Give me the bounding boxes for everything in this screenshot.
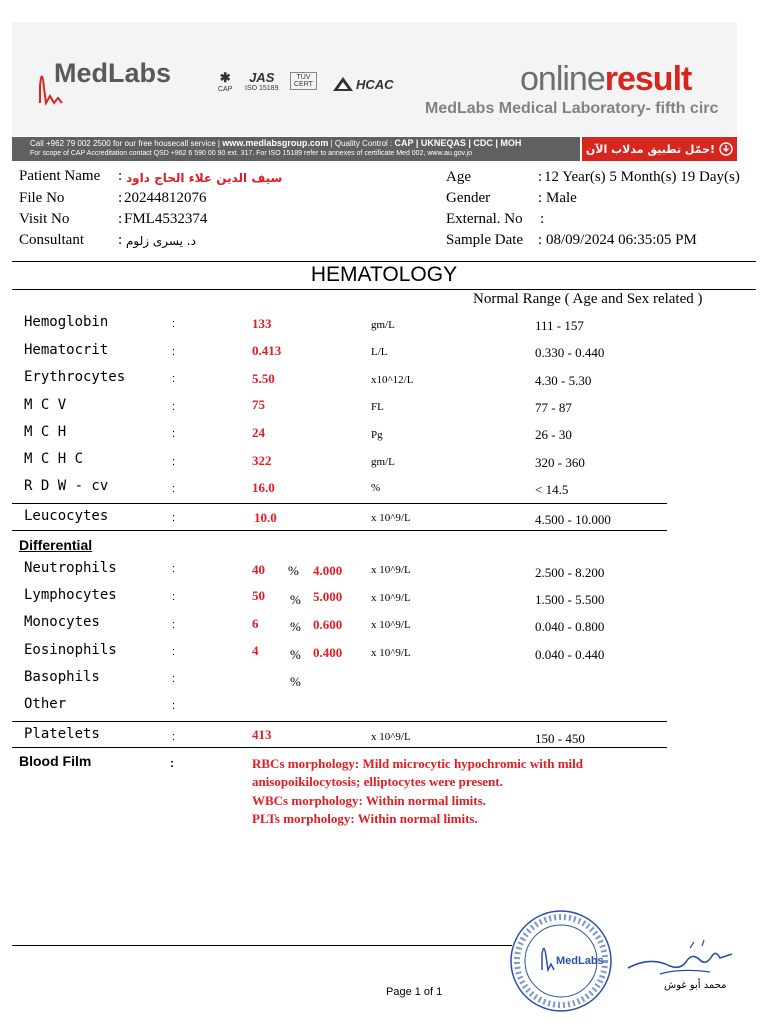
leucocytes-range: 4.500 - 10.000 (535, 512, 611, 527)
blood-film-line: WBCs morphology: Within normal limits. (252, 793, 486, 808)
patient-name-colon: : (118, 168, 123, 184)
test-value: 24 (252, 425, 265, 440)
colon: : (172, 318, 176, 330)
differential-absolute: 0.400 (313, 645, 343, 660)
gender-colon: : (538, 190, 543, 206)
visit-no-label: Visit No (19, 211, 70, 227)
section-title: HEMATOLOGY (310, 263, 458, 286)
differential-name: Other (24, 696, 67, 712)
percent-sign: % (290, 647, 301, 662)
contact-info-bar (12, 137, 580, 161)
test-name: M C H C (24, 451, 84, 467)
leucocytes-value: 10.0 (254, 510, 277, 525)
differential-absolute: 5.000 (313, 589, 343, 604)
medlabs-logo: MedLabs (54, 58, 172, 88)
patient-name-label: Patient Name (19, 168, 101, 184)
file-no-value: 20244812076 (124, 190, 207, 206)
divider (12, 503, 667, 504)
divider (12, 747, 667, 748)
external-no-label: External. No (446, 211, 523, 227)
test-range: 77 - 87 (535, 400, 572, 415)
differential-unit: x 10^9/L (371, 564, 411, 576)
footer-divider (12, 945, 512, 946)
colon: : (172, 591, 176, 603)
divider (12, 289, 756, 290)
differential-range: 0.040 - 0.440 (535, 647, 605, 662)
differential-percent: 40 (252, 562, 265, 577)
test-name: R D W - cv (24, 478, 109, 494)
test-range: < 14.5 (535, 482, 569, 497)
gender-label: Gender (446, 190, 491, 206)
gender-value: Male (546, 190, 577, 206)
percent-sign: % (290, 619, 301, 634)
blood-film-line: anisopoikilocytosis; elliptocytes were present. (252, 774, 503, 789)
differential-unit: x 10^9/L (371, 619, 411, 631)
tuv-badge: TÜV CERT (290, 72, 317, 90)
test-value: 75 (252, 397, 265, 412)
file-no-label: File No (19, 190, 65, 206)
differential-percent: 6 (252, 616, 259, 631)
colon: : (172, 373, 176, 385)
percent-sign: % (290, 592, 301, 607)
colon: : (172, 619, 176, 631)
test-value: 322 (252, 453, 272, 468)
platelets-value: 413 (252, 727, 272, 742)
differential-name: Eosinophils (24, 642, 117, 658)
blood-film-line: PLTs morphology: Within normal limits. (252, 811, 478, 826)
blood-film-line: RBCs morphology: Mild microcytic hypochromic with mild (252, 756, 584, 771)
colon: : (172, 563, 176, 575)
blood-film-label: Blood Film (19, 753, 92, 769)
lab-branch-subtitle: MedLabs Medical Laboratory- fifth circ (425, 100, 719, 117)
colon: : (170, 756, 174, 770)
colon: : (172, 512, 176, 524)
accreditation-note: For scope of CAP Accreditation contact QSD +962 6 590 00 90 ext. 317. For ISO 15189 refer to annexes of certificate Med 002, www.au.gov.jo (30, 150, 472, 157)
test-value: 133 (252, 316, 272, 331)
consultant-label: Consultant (19, 232, 85, 248)
platelets-unit: x 10^9/L (371, 731, 411, 743)
test-unit: FL (371, 401, 384, 413)
colon: : (172, 483, 176, 495)
visit-no-colon: : (118, 211, 123, 227)
contact-line: Call +962 79 002 2500 for our free housecall service | www.medlabsgroup.com | Quality Control : CAP | UKNEQAS | CDC | MOH (30, 138, 522, 148)
differential-range: 0.040 - 0.800 (535, 619, 605, 634)
signature-icon (620, 938, 740, 984)
differential-unit: x 10^9/L (371, 647, 411, 659)
sample-date-label: Sample Date (446, 232, 524, 248)
consultant-colon: : (118, 232, 123, 248)
colon: : (172, 700, 176, 712)
divider (12, 530, 667, 531)
colon: : (172, 731, 176, 743)
consultant-value: د. يسرى زلوم (126, 234, 196, 248)
test-unit: Pg (371, 429, 383, 441)
colon: : (172, 646, 176, 658)
test-value: 5.50 (252, 371, 275, 386)
differential-name: Basophils (24, 669, 100, 685)
colon: : (172, 401, 176, 413)
colon: : (172, 456, 176, 468)
test-unit: x10^12/L (371, 374, 414, 386)
colon: : (172, 346, 176, 358)
differential-name: Neutrophils (24, 560, 117, 576)
differential-name: Monocytes (24, 614, 100, 630)
test-range: 26 - 30 (535, 427, 572, 442)
hcac-badge: HCAC (332, 76, 394, 92)
test-range: 4.30 - 5.30 (535, 373, 592, 388)
test-name: M C H (24, 424, 67, 440)
test-value: 16.0 (252, 480, 275, 495)
patient-name-value: سيف الدين علاء الحاج داود (126, 171, 283, 185)
leucocytes-unit: x 10^9/L (371, 512, 411, 524)
differential-range: 2.500 - 8.200 (535, 565, 605, 580)
divider (12, 721, 667, 722)
age-colon: : (538, 169, 543, 185)
visit-no-value: FML4532374 (124, 211, 208, 227)
differential-percent: 50 (252, 588, 265, 603)
test-unit: L/L (371, 346, 388, 358)
test-name: M C V (24, 397, 67, 413)
platelets-label: Platelets (24, 726, 100, 742)
age-label: Age (446, 169, 471, 185)
test-value: 0.413 (252, 343, 282, 358)
percent-sign: % (290, 674, 301, 689)
download-app-button[interactable]: حمّل تطبيق مدلاب الآن! (582, 137, 737, 161)
test-unit: % (371, 482, 381, 494)
download-icon (719, 142, 733, 156)
sample-date-colon: : (538, 232, 543, 248)
external-no-colon: : (540, 211, 545, 227)
test-name: Hemoglobin (24, 314, 109, 330)
test-range: 0.330 - 0.440 (535, 345, 605, 360)
percent-sign: % (288, 563, 299, 578)
jas-badge: JAS ISO 15189 (245, 70, 279, 92)
sample-date-value: 08/09/2024 06:35:05 PM (546, 232, 697, 248)
test-range: 111 - 157 (535, 318, 584, 333)
divider (12, 261, 756, 262)
test-name: Hematocrit (24, 342, 109, 358)
stamp-logo-text: MedLabs (556, 955, 604, 967)
page-number: Page 1 of 1 (386, 986, 443, 998)
differential-absolute: 4.000 (313, 563, 343, 578)
test-unit: gm/L (371, 456, 395, 468)
lab-stamp-icon (508, 908, 614, 1014)
differential-percent: 4 (252, 643, 259, 658)
colon: : (172, 673, 176, 685)
leucocytes-label: Leucocytes (24, 508, 109, 524)
test-name: Erythrocytes (24, 369, 126, 385)
colon: : (172, 428, 176, 440)
test-unit: gm/L (371, 319, 395, 331)
hcac-logo-icon (332, 76, 354, 92)
differential-name: Lymphocytes (24, 587, 117, 603)
cap-badge: ✱ CAP (218, 70, 233, 93)
platelets-range: 150 - 450 (535, 731, 585, 746)
file-no-colon: : (118, 190, 123, 206)
differential-absolute: 0.600 (313, 617, 343, 632)
test-range: 320 - 360 (535, 455, 585, 470)
differential-range: 1.500 - 5.500 (535, 592, 605, 607)
online-result-title: onlineresult (520, 60, 692, 98)
differential-heading: Differential (19, 537, 93, 553)
differential-unit: x 10^9/L (371, 592, 411, 604)
signer-name: محمد أبو غوش (664, 980, 727, 991)
normal-range-header: Normal Range ( Age and Sex related ) (473, 291, 703, 307)
age-value: 12 Year(s) 5 Month(s) 19 Day(s) (544, 169, 740, 185)
